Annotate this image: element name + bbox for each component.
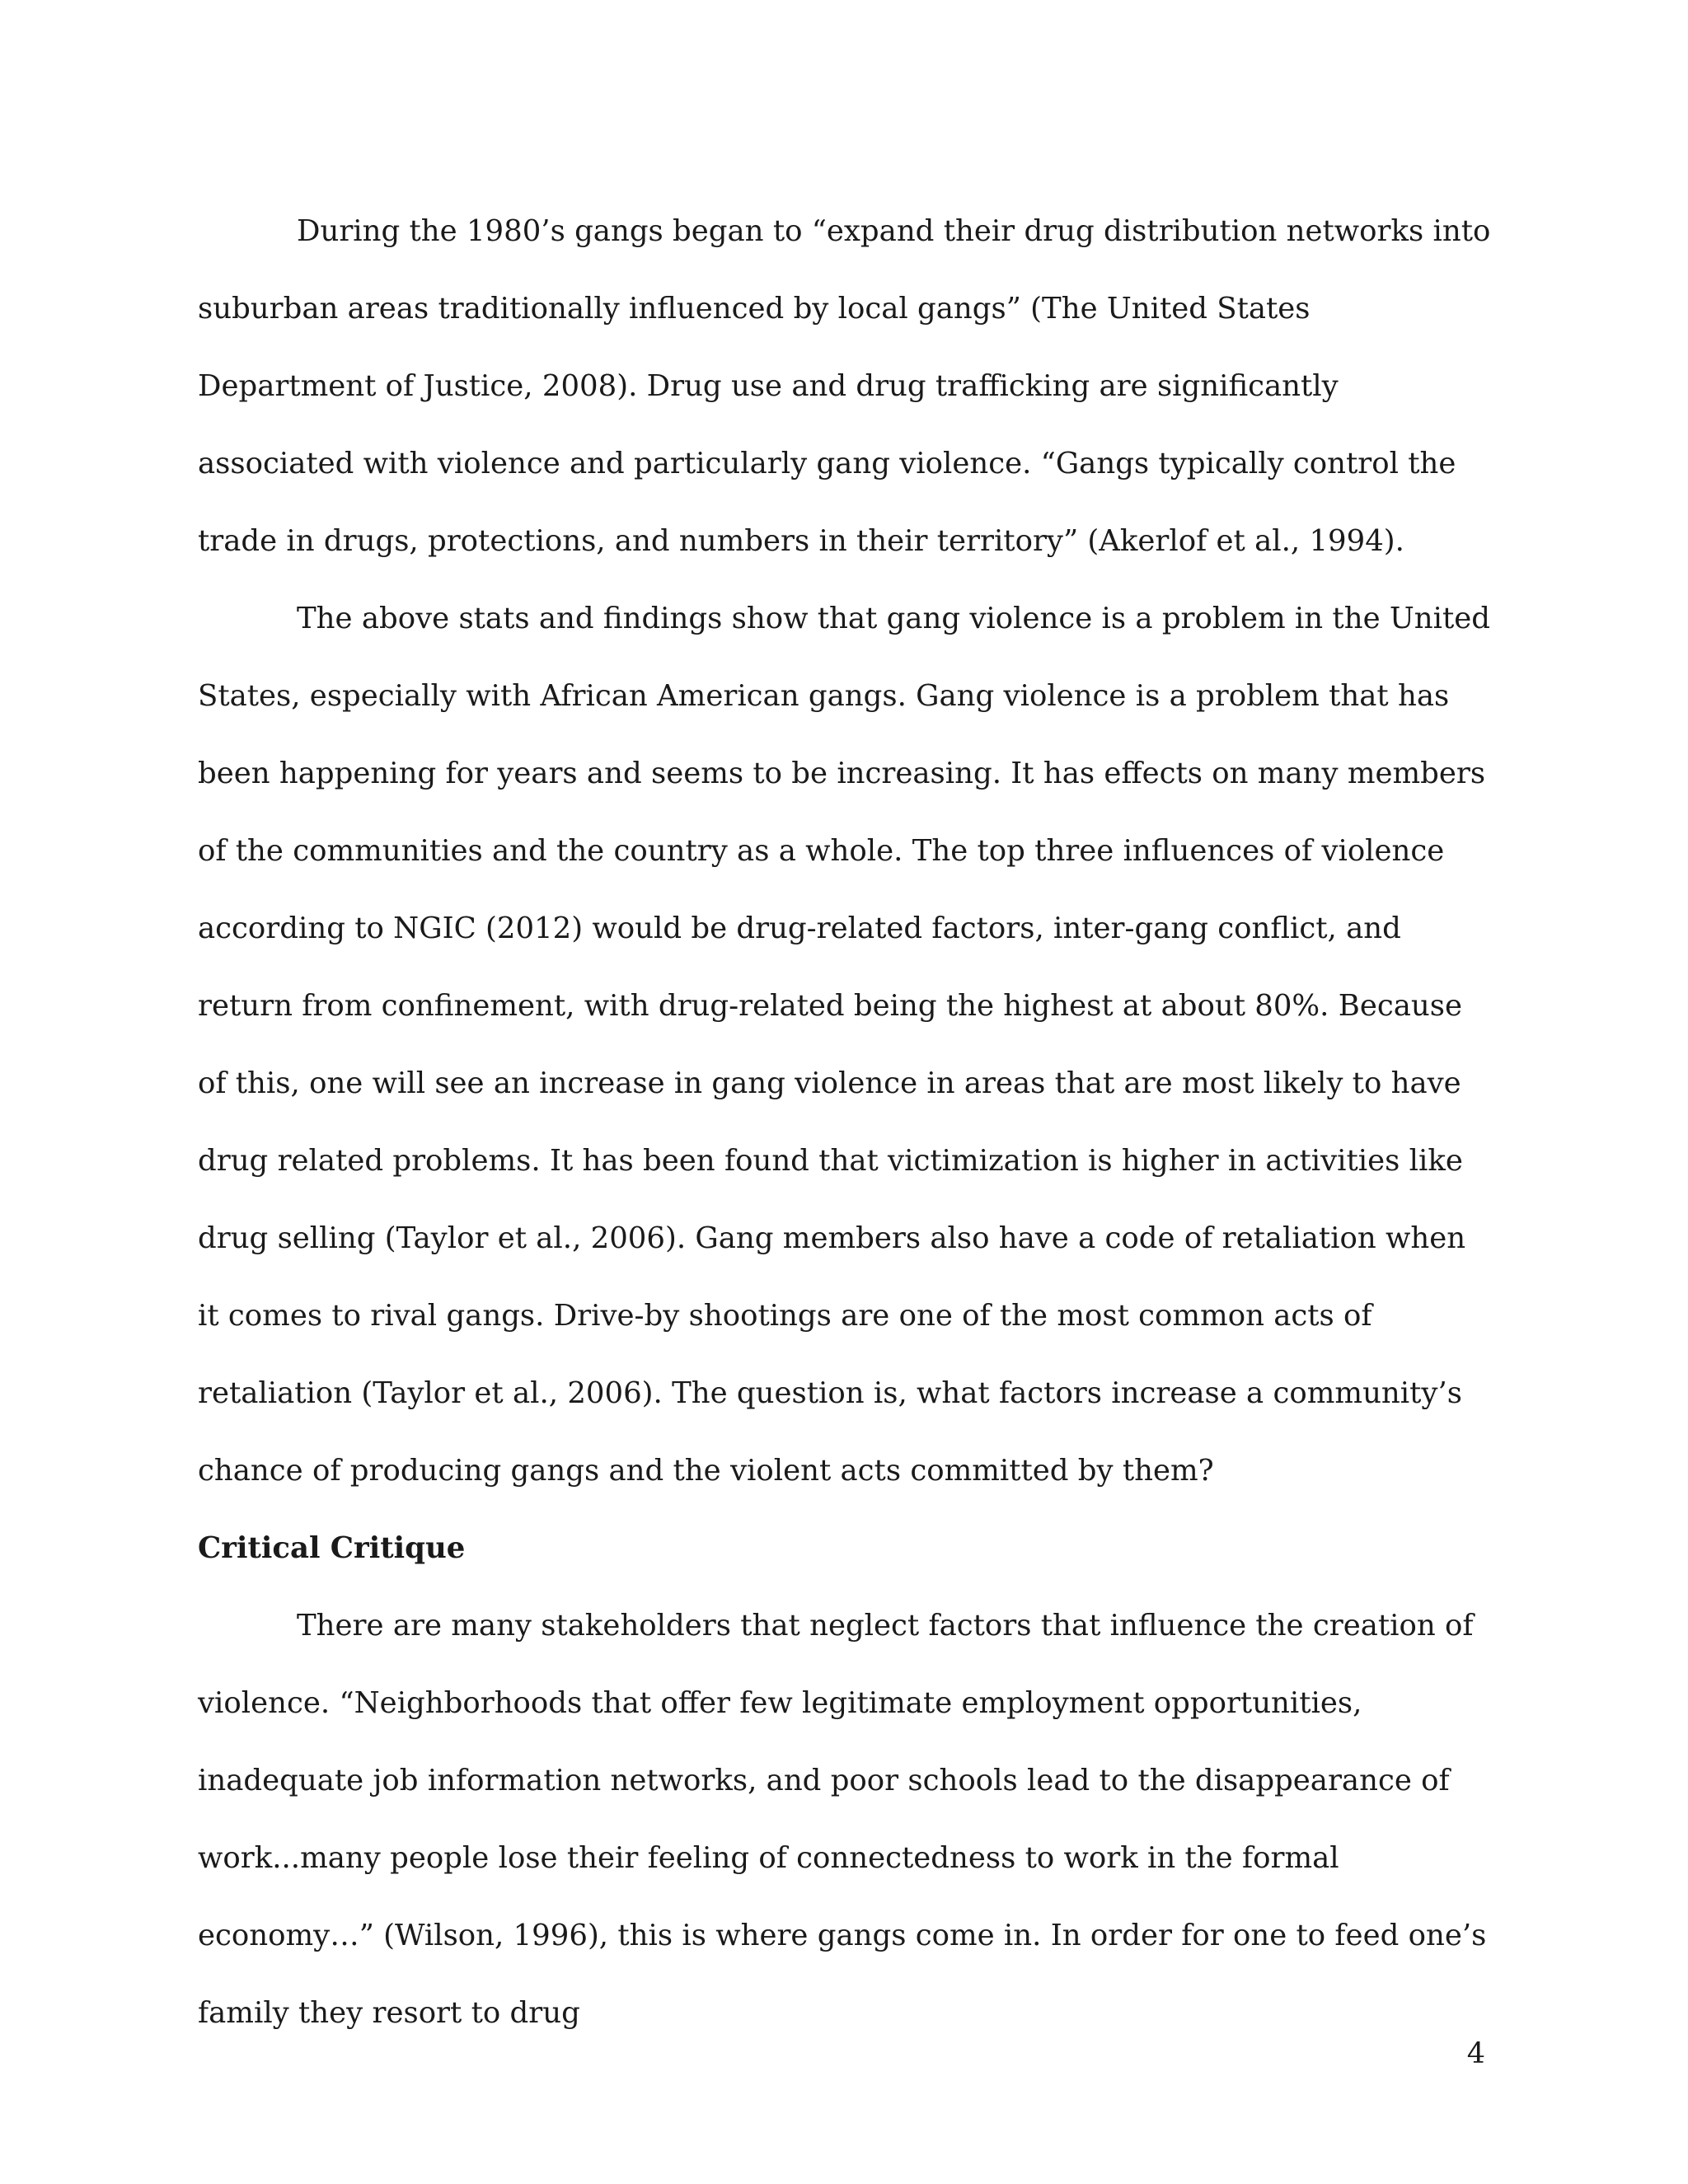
document-body [198,193,1496,2052]
paragraph-stakeholders-neglect: There are many stakeholders that neglect factors that influence the creation of violence. “Neighborhoods that offer few legitimate employment opportunities, inadequate job information networks, and poor schools lead to the disappearance of work...many people lose their feeling of connectedness to work in the formal economy…” (Wilson, 1996), this is where gangs come in. In order for one to feed one’s family they resort to drug [198,1609,1487,2030]
paragraph-gang-drug-networks: During the 1980’s gangs began to “expand their drug distribution networks into suburban areas traditionally influenced by local gangs” (The United States Department of Justice, 2008). Drug use and drug trafficking are significantly associated with violence and particularly gang violence. “Gangs typically control the trade in drugs, protections, and numbers in their territory” (Akerlof et al., 1994). [198,214,1491,558]
paragraph-gang-violence-problem: The above stats and findings show that gang violence is a problem in the United States, especially with African American gangs. Gang violence is a problem that has been happening for years and seems to be increasing. It has effects on many members of the communities and the country as a whole. The top three influences of violence according to NGIC (2012) would be drug-related factors, inter-gang conflict, and return from confinement, with drug-related being the highest at about 80%. Because of this, one will see an increase in gang violence in areas that are most likely to have drug related problems. It has been found that victimization is higher in activities like drug selling (Taylor et al., 2006). Gang members also have a code of retaliation when it comes to rival gangs. Drive-by shootings are one of the most common acts of retaliation (Taylor et al., 2006). The question is, what factors increase a community’s chance of producing gangs and the violent acts committed by them? [198,602,1490,1488]
section-heading-critical-critique: Critical Critique [198,1531,466,1565]
page-number: 4 [1466,2037,1485,2070]
